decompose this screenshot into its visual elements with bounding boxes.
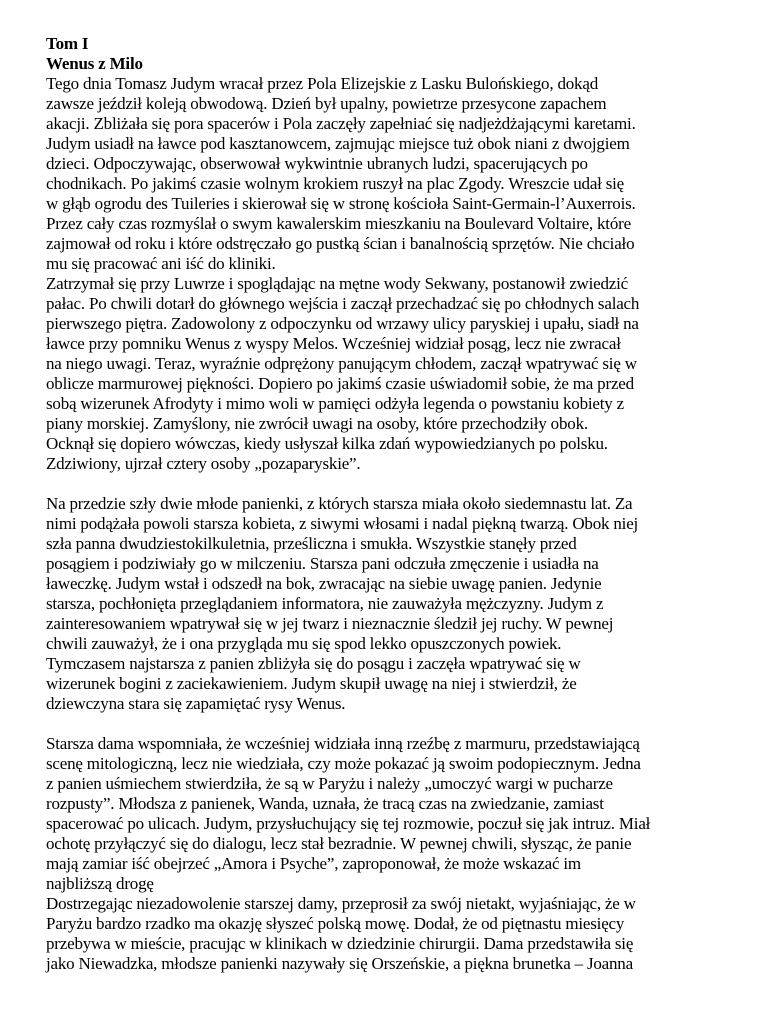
text-line: chodnikach. Po jakimś czasie wolnym krokiem ruszył na plac Zgody. Wreszcie udał się	[46, 174, 625, 193]
paragraph-1	[46, 74, 736, 274]
paragraph-4	[46, 734, 736, 894]
text-line: pierwszego piętra. Zadowolony z odpoczynku od wrzawy ulicy paryskiej i upału, siadł na	[46, 314, 639, 333]
text-line: mu się pracować ani iść do kliniki.	[46, 254, 276, 273]
text-line: z panien uśmiechem stwierdziła, że są w Paryżu i należy „umoczyć wargi w pucharze	[46, 774, 613, 793]
text-line: sobą wizerunek Afrodyty i mimo woli w pamięci odżyła legenda o powstaniu kobiety z	[46, 394, 624, 413]
text-line: Tego dnia Tomasz Judym wracał przez Pola Elizejskie z Lasku Bulońskiego, dokąd	[46, 74, 598, 93]
text-line: Paryżu bardzo rzadko ma okazję słyszeć polską mowę. Dodał, że od piętnastu miesięcy	[46, 914, 625, 933]
document-page	[46, 34, 736, 974]
paragraph-gap	[46, 474, 736, 494]
text-line: Zatrzymał się przy Luwrze i spoglądając na mętne wody Sekwany, postanowił zwiedzić	[46, 274, 629, 293]
text-line: szła panna dwudziestokilkuletnia, prześliczna i smukła. Wszystkie stanęły przed	[46, 534, 577, 553]
text-line: zawsze jeździł koleją obwodową. Dzień był upalny, powietrze przesycone zapachem	[46, 94, 607, 113]
paragraph-gap	[46, 714, 736, 734]
text-line: oblicze marmurowej piękności. Dopiero po jakimś czasie uświadomił sobie, że ma przed	[46, 374, 634, 393]
text-line: ławce przy pomniku Wenus z wyspy Melos. Wcześniej widział posąg, lecz nie zwracał	[46, 334, 621, 353]
text-line: zainteresowaniem wpatrywał się w jej twarz i nieznacznie śledził jej ruchy. W pewnej	[46, 614, 614, 633]
text-line: zajmował od roku i które odstręczało go pustką ścian i banalnością sprzętów. Nie chciało	[46, 234, 635, 253]
text-line: ochotę przyłączyć się do dialogu, lecz stał bezradnie. W pewnej chwili, słysząc, że panie	[46, 834, 632, 853]
text-line: w głąb ogrodu des Tuileries i skierował się w stronę kościoła Saint-Germain-l’Auxerrois.	[46, 194, 636, 213]
text-line: spacerować po ulicach. Judym, przysłuchujący się tej rozmowie, poczuł się jak intruz. Miał	[46, 814, 651, 833]
text-line: Dostrzegając niezadowolenie starszej damy, przeprosił za swój nietakt, wyjaśniając, że w	[46, 894, 636, 913]
text-line: wizerunek bogini z zaciekawieniem. Judym skupił uwagę na niej i stwierdził, że	[46, 674, 577, 693]
chapter-title: Wenus z Milo	[46, 54, 143, 73]
text-line: Judym usiadł na ławce pod kasztanowcem, zajmując miejsce tuż obok niani z dwojgiem	[46, 134, 630, 153]
text-line: na niego uwagi. Teraz, wyraźnie odprężony panującym chłodem, zaczął wpatrywać się w	[46, 354, 637, 373]
text-line: Ocknął się dopiero wówczas, kiedy usłyszał kilka zdań wypowiedzianych po polsku.	[46, 434, 608, 453]
text-line: Tymczasem najstarsza z panien zbliżyła się do posągu i zaczęła wpatrywać się w	[46, 654, 581, 673]
text-line: Zdziwiony, ujrzał cztery osoby „pozaparyskie”.	[46, 454, 361, 473]
text-line: jako Niewadzka, młodsze panienki nazywały się Orszeńskie, a piękna brunetka – Joanna	[46, 954, 633, 973]
text-line: przebywa w mieście, pracując w klinikach w dziedzinie chirurgii. Dama przedstawiła się	[46, 934, 634, 953]
volume-heading: Tom I	[46, 34, 89, 53]
text-line: piany morskiej. Zamyślony, nie zwrócił uwagi na osoby, które przechodziły obok.	[46, 414, 588, 433]
text-line: mają zamiar iść obejrzeć „Amora i Psyche”, zaproponował, że może wskazać im	[46, 854, 581, 873]
text-line: pałac. Po chwili dotarł do głównego wejścia i zaczął przechadzać się po chłodnych salach	[46, 294, 640, 313]
text-line: Na przedzie szły dwie młode panienki, z których starsza miała około siedemnastu lat. Za	[46, 494, 633, 513]
text-line: dziewczyna stara się zapamiętać rysy Wenus.	[46, 694, 346, 713]
text-line: rozpusty”. Młodsza z panienek, Wanda, uznała, że tracą czas na zwiedzanie, zamiast	[46, 794, 604, 813]
text-line: chwili zauważył, że i ona przygląda mu się spod lekko opuszczonych powiek.	[46, 634, 562, 653]
text-line: Przez cały czas rozmyślał o swym kawalerskim mieszkaniu na Boulevard Voltaire, które	[46, 214, 631, 233]
paragraph-3	[46, 494, 736, 714]
text-line: nimi podążała powoli starsza kobieta, z siwymi włosami i nadal piękną twarzą. Obok niej	[46, 514, 639, 533]
paragraph-5	[46, 894, 736, 974]
text-line: najbliższą drogę	[46, 874, 154, 893]
text-line: Starsza dama wspomniała, że wcześniej widziała inną rzeźbę z marmuru, przedstawiającą	[46, 734, 640, 753]
text-line: dzieci. Odpoczywając, obserwował wykwintnie ubranych ludzi, spacerujących po	[46, 154, 588, 173]
text-line: starsza, pochłonięta przeglądaniem informatora, nie zauważyła mężczyzny. Judym z	[46, 594, 604, 613]
paragraph-2	[46, 274, 736, 474]
text-line: scenę mitologiczną, lecz nie wiedziała, czy może pokazać ją swoim podopiecznym. Jedna	[46, 754, 641, 773]
text-line: ławeczkę. Judym wstał i odszedł na bok, zwracając na siebie uwagę panien. Jedynie	[46, 574, 602, 593]
text-line: posągiem i podziwiały go w milczeniu. Starsza pani odczuła zmęczenie i usiadła na	[46, 554, 599, 573]
text-line: akacji. Zbliżała się pora spacerów i Pola zaczęły zapełniać się nadjeżdżającymi karetami.	[46, 114, 636, 133]
